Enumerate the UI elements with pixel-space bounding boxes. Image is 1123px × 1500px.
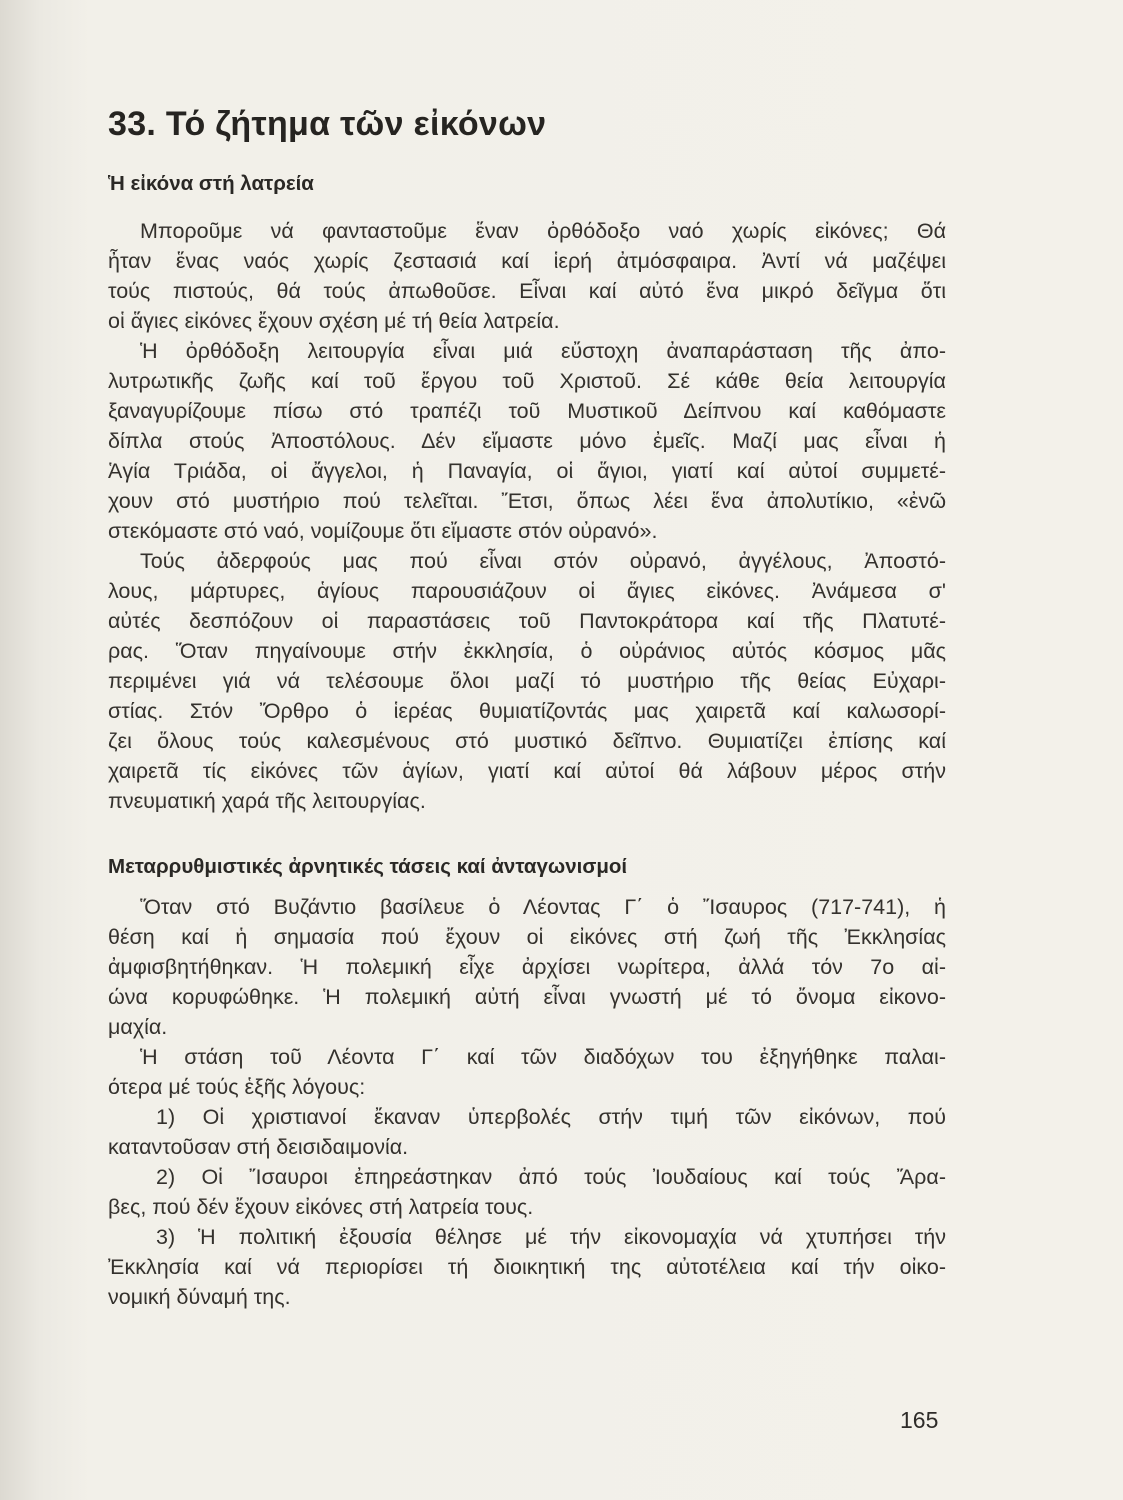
text-line: ζει ὅλους τούς καλεσμένους στό μυστικό δεῖπνο. Θυμιατίζει ἐπίσης καί xyxy=(108,729,946,754)
text-line: ἦταν ἕνας ναός χωρίς ζεστασιά καί ἱερή ἀτμόσφαιρα. Ἀντί νά μαζέψει xyxy=(108,249,946,274)
text-line: ἀμφισβητήθηκαν. Ἡ πολεμική εἶχε ἀρχίσει νωρίτερα, ἀλλά τόν 7ο αἰ- xyxy=(108,955,946,980)
text-line: βες, πού δέν ἔχουν εἰκόνες στή λατρεία τους. xyxy=(108,1195,534,1220)
list-item-1: 1) Οἱ χριστιανοί ἔκαναν ὑπερβολές στήν τιμή τῶν εἰκόνων, πού xyxy=(156,1105,946,1130)
list-item-3: 3) Ἡ πολιτική ἐξουσία θέλησε μέ τήν εἰκονομαχία νά χτυπήσει τήν xyxy=(156,1225,946,1250)
chapter-title: 33. Τό ζήτημα τῶν εἰκόνων xyxy=(108,105,547,143)
text-line: καταντοῦσαν στή δεισιδαιμονία. xyxy=(108,1135,409,1160)
text-line: τούς πιστούς, θά τούς ἀπωθοῦσε. Εἶναι καί αὐτό ἕνα μικρό δεῖγμα ὅτι xyxy=(108,279,946,304)
text-line: νομική δύναμή της. xyxy=(108,1285,291,1310)
text-line: λυτρωτικῆς ζωῆς καί τοῦ ἔργου τοῦ Χριστοῦ. Σέ κάθε θεία λειτουργία xyxy=(108,369,946,394)
text-line: Ὅταν στό Βυζάντιο βασίλευε ὁ Λέοντας Γ΄ ὁ Ἴσαυρος (717-741), ἡ xyxy=(140,895,946,920)
text-line: χουν στό μυστήριο πού τελεῖται. Ἔτσι, ὅπως λέει ἕνα ἀπολυτίκιο, «ἐνῶ xyxy=(108,489,946,514)
text-line: χαιρετᾶ τίς εἰκόνες τῶν ἁγίων, γιατί καί αὐτοί θά λάβουν μέρος στήν xyxy=(108,759,946,784)
section-heading-iconoclasm: Μεταρρυθμιστικές ἀρνητικές τάσεις καί ἀνταγωνισμοί xyxy=(108,855,628,879)
text-line: ρας. Ὅταν πηγαίνουμε στήν ἐκκλησία, ὁ οὐράνιος αὐτός κόσμος μᾶς xyxy=(108,639,946,664)
text-line: οἱ ἅγιες εἰκόνες ἔχουν σχέση μέ τή θεία λατρεία. xyxy=(108,309,560,334)
text-line: θέση καί ἡ σημασία πού ἔχουν οἱ εἰκόνες στή ζωή τῆς Ἐκκλησίας xyxy=(108,925,946,950)
text-line: Τούς ἀδερφούς μας πού εἶναι στόν οὐρανό, ἀγγέλους, Ἀποστό- xyxy=(140,549,946,574)
text-line: Ἁγία Τριάδα, οἱ ἄγγελοι, ἡ Παναγία, οἱ ἅγιοι, γιατί καί αὐτοί συμμετέ- xyxy=(108,459,946,484)
section-heading-worship: Ἡ εἰκόνα στή λατρεία xyxy=(108,171,314,195)
page-number: 165 xyxy=(900,1407,939,1433)
text-line: δίπλα στούς Ἀποστόλους. Δέν εἴμαστε μόνο ἐμεῖς. Μαζί μας εἶναι ἡ xyxy=(108,429,946,454)
text-line: πνευματική χαρά τῆς λειτουργίας. xyxy=(108,789,426,814)
page-content xyxy=(108,104,946,1312)
text-line: Ἐκκλησία καί νά περιορίσει τή διοικητική της αὐτοτέλεια καί τήν οἰκο- xyxy=(108,1255,946,1280)
text-line: αὐτές δεσπόζουν οἱ παραστάσεις τοῦ Παντοκράτορα καί τῆς Πλατυτέ- xyxy=(108,609,946,634)
text-line: Ἡ στάση τοῦ Λέοντα Γ΄ καί τῶν διαδόχων του ἐξηγήθηκε παλαι- xyxy=(140,1045,946,1070)
text-line: Ἡ ὀρθόδοξη λειτουργία εἶναι μιά εὔστοχη ἀναπαράσταση τῆς ἀπο- xyxy=(140,339,946,364)
section-body-iconoclasm xyxy=(108,892,946,1312)
text-line: Μποροῦμε νά φανταστοῦμε ἕναν ὀρθόδοξο ναό χωρίς εἰκόνες; Θά xyxy=(140,219,946,244)
text-line: ξαναγυρίζουμε πίσω στό τραπέζι τοῦ Μυστικοῦ Δείπνου καί καθόμαστε xyxy=(108,399,946,424)
text-line: μαχία. xyxy=(108,1015,168,1040)
list-item-2: 2) Οἱ Ἴσαυροι ἐπηρεάστηκαν ἀπό τούς Ἰουδαίους καί τούς Ἄρα- xyxy=(156,1165,946,1190)
text-line: στεκόμαστε στό ναό, νομίζουμε ὅτι εἴμαστε στόν οὐρανό». xyxy=(108,519,658,544)
text-line: στίας. Στόν Ὄρθρο ὁ ἱερέας θυμιατίζοντάς μας χαιρετᾶ καί καλωσορί- xyxy=(108,699,946,724)
text-line: ότερα μέ τούς ἑξῆς λόγους: xyxy=(108,1075,366,1100)
text-line: ώνα κορυφώθηκε. Ἡ πολεμική αὐτή εἶναι γνωστή μέ τό ὄνομα εἰκονο- xyxy=(108,985,946,1010)
text-line: λους, μάρτυρες, ἁγίους παρουσιάζουν οἱ ἅγιες εἰκόνες. Ἀνάμεσα σ' xyxy=(108,579,946,604)
section-body-worship xyxy=(108,216,946,816)
text-line: περιμένει γιά νά τελέσουμε ὅλοι μαζί τό μυστήριο τῆς θείας Εὐχαρι- xyxy=(108,669,946,694)
